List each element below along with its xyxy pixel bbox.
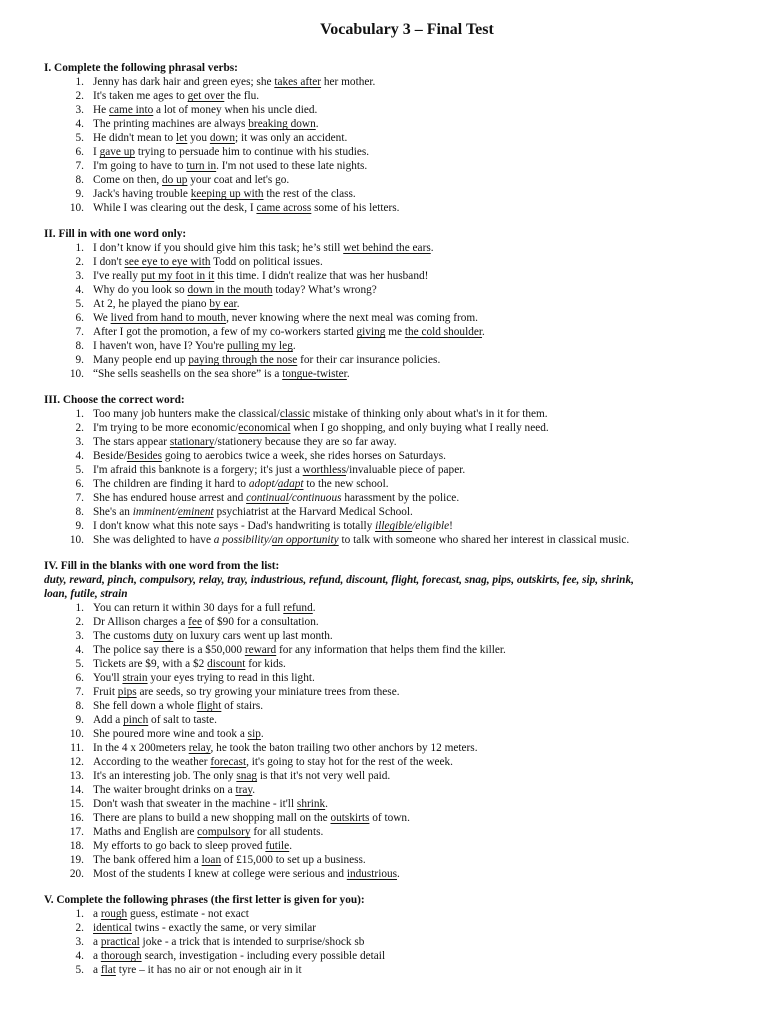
answer-text: economical	[238, 422, 291, 434]
answer-text: down in the mouth	[187, 284, 273, 296]
question-number: 7.	[75, 160, 84, 172]
question-number: 6.	[75, 478, 84, 490]
question-item	[44, 671, 744, 685]
question-text: I haven't won, have I? You're pulling my leg.	[93, 340, 296, 352]
word-list: duty, reward, pinch, compulsory, relay, tray, industrious, refund, discount, flight, forecast, snag, pips, outskirts, fee, sip, shrink,	[44, 574, 634, 586]
question-item	[44, 283, 744, 297]
answer-text: illegible	[375, 520, 413, 532]
question-text: In the 4 x 200meters relay, he took the baton trailing two other anchors by 12 meters.	[93, 742, 478, 754]
question-item	[44, 117, 744, 131]
question-text: I'm trying to be more economic/economical when I go shopping, and only buying what I really need.	[93, 422, 549, 434]
question-number: 8.	[75, 340, 84, 352]
question-text: You can return it within 30 days for a full refund.	[93, 602, 316, 614]
answer-text: came into	[109, 104, 154, 116]
question-item	[44, 421, 744, 435]
question-text: I'm going to have to turn in. I'm not used to these late nights.	[93, 160, 368, 172]
question-item	[44, 949, 744, 963]
question-list	[44, 241, 744, 381]
question-number: 19.	[69, 854, 84, 866]
question-number: 13.	[69, 770, 84, 782]
option-text: imminent/	[132, 506, 178, 518]
question-number: 8.	[75, 506, 84, 518]
section-4	[44, 559, 744, 881]
question-text: According to the weather forecast, it's going to stay hot for the rest of the week.	[93, 756, 453, 768]
question-text: Beside/Besides going to aerobics twice a week, she rides horses on Saturdays.	[93, 450, 446, 462]
question-item	[44, 643, 744, 657]
section-5	[44, 893, 744, 977]
question-list	[44, 601, 744, 881]
question-item	[44, 769, 744, 783]
question-number: 2.	[75, 422, 84, 434]
question-item	[44, 491, 744, 505]
section-heading: II. Fill in with one word only:	[44, 228, 187, 240]
question-item	[44, 339, 744, 353]
question-text: She's an imminent/eminent psychiatrist at the Harvard Medical School.	[93, 506, 413, 518]
question-number: 7.	[75, 686, 84, 698]
question-number: 2.	[75, 256, 84, 268]
question-text: You'll strain your eyes trying to read in this light.	[93, 672, 315, 684]
question-number: 2.	[75, 90, 84, 102]
answer-text: tray	[235, 784, 253, 796]
question-text: a practical joke - a trick that is intended to surprise/shock sb	[93, 936, 365, 948]
answer-text: by ear	[209, 298, 237, 310]
question-text: Jack's having trouble keeping up with the rest of the class.	[93, 188, 356, 200]
answer-text: relay	[188, 742, 211, 754]
question-item	[44, 75, 744, 89]
question-text: The police say there is a $50,000 reward for any information that helps them find the killer.	[93, 644, 506, 656]
answer-text: refund	[283, 602, 313, 614]
sections-container	[44, 61, 744, 977]
answer-text: sip	[247, 728, 261, 740]
answer-text: see eye to eye with	[124, 256, 211, 268]
section-3	[44, 393, 744, 547]
question-number: 7.	[75, 492, 84, 504]
question-number: 10.	[69, 534, 84, 546]
question-item	[44, 505, 744, 519]
question-number: 10.	[69, 728, 84, 740]
answer-text: put my foot in it	[140, 270, 215, 282]
answer-text: strain	[122, 672, 148, 684]
question-item	[44, 173, 744, 187]
question-number: 3.	[75, 936, 84, 948]
question-number: 5.	[75, 464, 84, 476]
answer-text: takes after	[274, 76, 322, 88]
question-number: 9.	[75, 188, 84, 200]
page-title: Vocabulary 3 – Final Test	[320, 21, 494, 38]
answer-text: pips	[117, 686, 137, 698]
option-text: /continuous	[288, 492, 342, 504]
answer-text: fee	[188, 616, 202, 628]
question-number: 10.	[69, 202, 84, 214]
question-text: He came into a lot of money when his uncle died.	[93, 104, 318, 116]
question-number: 2.	[75, 616, 84, 628]
section-1	[44, 61, 744, 215]
answer-text: lived from hand to mouth	[110, 312, 227, 324]
question-text: I've really put my foot in it this time. I didn't realize that was her husband!	[93, 270, 429, 282]
answer-text: wet behind the ears	[343, 242, 431, 254]
question-text: After I got the promotion, a few of my co-workers started giving me the cold shoulder.	[93, 326, 485, 338]
question-item	[44, 921, 744, 935]
question-number: 5.	[75, 132, 84, 144]
question-number: 11.	[70, 742, 84, 754]
question-item	[44, 783, 744, 797]
answer-text: get over	[187, 90, 225, 102]
question-text: At 2, he played the piano by ear.	[93, 298, 240, 310]
answer-text: worthless	[302, 464, 346, 476]
question-text: Dr Allison charges a fee of $90 for a consultation.	[93, 616, 319, 628]
question-text: Add a pinch of salt to taste.	[93, 714, 217, 726]
question-item	[44, 463, 744, 477]
question-item	[44, 255, 744, 269]
answer-text: down	[209, 132, 235, 144]
question-text: I don't see eye to eye with Todd on political issues.	[93, 256, 323, 268]
question-number: 8.	[75, 700, 84, 712]
question-item	[44, 825, 744, 839]
question-number: 1.	[75, 408, 84, 420]
answer-text: paying through the nose	[188, 354, 298, 366]
question-text: I don't know what this note says - Dad's handwriting is totally illegible/eligible!	[93, 520, 453, 532]
question-text: It's an interesting job. The only snag is that it's not very well paid.	[93, 770, 391, 782]
answer-text: do up	[162, 174, 188, 186]
question-number: 15.	[69, 798, 84, 810]
question-text: I'm afraid this banknote is a forgery; it's just a worthless/invaluable piece of paper.	[93, 464, 466, 476]
answer-text: thorough	[100, 950, 142, 962]
question-number: 18.	[69, 840, 84, 852]
question-item	[44, 449, 744, 463]
section-heading: III. Choose the correct word:	[44, 394, 185, 406]
question-item	[44, 477, 744, 491]
answer-text: snag	[236, 770, 258, 782]
answer-text: giving	[356, 326, 386, 338]
question-number: 9.	[75, 520, 84, 532]
question-item	[44, 353, 744, 367]
question-number: 7.	[75, 326, 84, 338]
question-item	[44, 519, 744, 533]
answer-text: industrious	[346, 868, 398, 880]
question-number: 9.	[75, 714, 84, 726]
answer-text: shrink	[296, 798, 326, 810]
section-heading: IV. Fill in the blanks with one word from the list:	[44, 560, 280, 572]
question-item	[44, 201, 744, 215]
question-text: a flat tyre – it has no air or not enough air in it	[93, 964, 302, 976]
answer-text: continual	[246, 492, 289, 504]
question-text: It's taken me ages to get over the flu.	[93, 90, 260, 102]
option-text: adopt/	[248, 478, 278, 490]
answer-text: duty	[153, 630, 174, 642]
question-item	[44, 629, 744, 643]
question-number: 1.	[75, 602, 84, 614]
question-item	[44, 131, 744, 145]
question-number: 10.	[69, 368, 84, 380]
answer-text: came across	[256, 202, 312, 214]
question-item	[44, 407, 744, 421]
word-list: loan, futile, strain	[44, 588, 128, 600]
question-text: Many people end up paying through the nose for their car insurance policies.	[93, 354, 441, 366]
question-number: 20.	[69, 868, 84, 880]
question-item	[44, 367, 744, 381]
question-item	[44, 853, 744, 867]
question-item	[44, 963, 744, 977]
question-item	[44, 145, 744, 159]
question-item	[44, 811, 744, 825]
question-text: “She sells seashells on the sea shore” is a tongue-twister.	[93, 368, 350, 380]
question-number: 3.	[75, 630, 84, 642]
answer-text: tongue-twister	[282, 368, 347, 380]
answer-text: compulsory	[197, 826, 251, 838]
answer-text: identical	[93, 922, 132, 934]
answer-text: let	[175, 132, 188, 144]
question-item	[44, 325, 744, 339]
question-item	[44, 839, 744, 853]
answer-text: eminent	[177, 506, 214, 518]
question-item	[44, 435, 744, 449]
question-item	[44, 755, 744, 769]
question-text: Most of the students I knew at college were serious and industrious.	[93, 868, 400, 880]
answer-text: flight	[196, 700, 222, 712]
answer-text: loan	[201, 854, 222, 866]
question-number: 1.	[75, 242, 84, 254]
question-number: 3.	[75, 104, 84, 116]
question-text: Tickets are $9, with a $2 discount for kids.	[93, 658, 286, 670]
question-item	[44, 297, 744, 311]
question-text: She has endured house arrest and continual/continuous harassment by the police.	[93, 492, 460, 504]
question-text: She was delighted to have a possibility/an opportunity to talk with someone who shared her interest in classical music.	[93, 534, 630, 546]
question-number: 6.	[75, 146, 84, 158]
question-text: He didn't mean to let you down; it was only an accident.	[93, 132, 348, 144]
question-number: 4.	[75, 450, 84, 462]
question-number: 1.	[75, 908, 84, 920]
question-number: 4.	[75, 644, 84, 656]
question-number: 12.	[69, 756, 84, 768]
answer-text: pulling my leg	[226, 340, 293, 352]
question-item	[44, 713, 744, 727]
question-item	[44, 867, 744, 881]
answer-text: gave up	[99, 146, 136, 158]
question-number: 5.	[75, 964, 84, 976]
answer-text: keeping up with	[190, 188, 264, 200]
question-number: 2.	[75, 922, 84, 934]
question-text: The printing machines are always breaking down.	[93, 118, 319, 130]
question-text: I gave up trying to persuade him to continue with his studies.	[93, 146, 370, 158]
question-number: 9.	[75, 354, 84, 366]
question-item	[44, 797, 744, 811]
question-number: 5.	[75, 298, 84, 310]
question-number: 3.	[75, 436, 84, 448]
question-number: 1.	[75, 76, 84, 88]
question-text: We lived from hand to mouth, never knowing where the next meal was coming from.	[93, 312, 478, 324]
question-text: The waiter brought drinks on a tray.	[93, 784, 256, 796]
question-text: Come on then, do up your coat and let's go.	[93, 174, 290, 186]
question-text: a rough guess, estimate - not exact	[93, 908, 249, 920]
question-text: identical twins - exactly the same, or very similar	[93, 922, 317, 934]
question-number: 4.	[75, 284, 84, 296]
question-item	[44, 187, 744, 201]
question-item	[44, 241, 744, 255]
answer-text: an opportunity	[271, 534, 339, 546]
question-text: Why do you look so down in the mouth today? What’s wrong?	[93, 284, 377, 296]
question-list	[44, 75, 744, 215]
test-page	[44, 20, 744, 989]
question-number: 6.	[75, 672, 84, 684]
question-number: 4.	[75, 950, 84, 962]
question-number: 16.	[69, 812, 84, 824]
question-item	[44, 615, 744, 629]
answer-text: rough	[100, 908, 128, 920]
question-number: 14.	[69, 784, 84, 796]
question-item	[44, 159, 744, 173]
question-text: She fell down a whole flight of stairs.	[93, 700, 264, 712]
question-item	[44, 269, 744, 283]
section-2	[44, 227, 744, 381]
question-text: There are plans to build a new shopping mall on the outskirts of town.	[93, 812, 410, 824]
question-item	[44, 601, 744, 615]
section-heading: V. Complete the following phrases (the first letter is given for you):	[44, 894, 365, 906]
question-item	[44, 533, 744, 547]
section-heading: I. Complete the following phrasal verbs:	[44, 62, 238, 74]
question-item	[44, 657, 744, 671]
question-number: 4.	[75, 118, 84, 130]
question-number: 17.	[69, 826, 84, 838]
question-text: Don't wash that sweater in the machine - it'll shrink.	[93, 798, 328, 810]
answer-text: outskirts	[330, 812, 370, 824]
question-text: My efforts to go back to sleep proved futile.	[93, 840, 293, 852]
answer-text: pinch	[123, 714, 149, 726]
answer-text: Besides	[126, 450, 163, 462]
answer-text: forecast	[210, 756, 247, 768]
option-text: a possibility/	[213, 534, 272, 546]
question-item	[44, 907, 744, 921]
question-text: Too many job hunters make the classical/classic mistake of thinking only about what's in it for them.	[93, 408, 548, 420]
answer-text: adapt	[277, 478, 304, 490]
question-list	[44, 407, 744, 547]
answer-text: futile	[265, 840, 290, 852]
question-text: Maths and English are compulsory for all students.	[93, 826, 324, 838]
question-number: 6.	[75, 312, 84, 324]
question-item	[44, 311, 744, 325]
question-text: The stars appear stationary/stationery because they are so far away.	[93, 436, 397, 448]
answer-text: reward	[244, 644, 277, 656]
question-item	[44, 741, 744, 755]
question-text: Fruit pips are seeds, so try growing your miniature trees from these.	[93, 686, 400, 698]
answer-text: practical	[100, 936, 140, 948]
question-item	[44, 89, 744, 103]
question-text: Jenny has dark hair and green eyes; she takes after her mother.	[93, 76, 376, 88]
question-number: 3.	[75, 270, 84, 282]
question-item	[44, 103, 744, 117]
question-list	[44, 907, 744, 977]
question-text: While I was clearing out the desk, I came across some of his letters.	[93, 202, 400, 214]
answer-text: classic	[279, 408, 310, 420]
question-item	[44, 935, 744, 949]
answer-text: stationary	[169, 436, 215, 448]
answer-text: turn in	[186, 160, 217, 172]
answer-text: breaking down	[248, 118, 316, 130]
answer-text: flat	[100, 964, 116, 976]
question-text: The children are finding it hard to adopt/adapt to the new school.	[93, 478, 389, 490]
option-text: /eligible	[412, 520, 450, 532]
answer-text: the cold shoulder	[404, 326, 483, 338]
question-text: a thorough search, investigation - including every possible detail	[93, 950, 386, 962]
question-item	[44, 727, 744, 741]
question-item	[44, 699, 744, 713]
answer-text: discount	[207, 658, 246, 670]
question-text: The bank offered him a loan of £15,000 to set up a business.	[93, 854, 366, 866]
question-text: She poured more wine and took a sip.	[93, 728, 264, 740]
question-number: 8.	[75, 174, 84, 186]
question-item	[44, 685, 744, 699]
question-text: The customs duty on luxury cars went up last month.	[93, 630, 333, 642]
question-number: 5.	[75, 658, 84, 670]
question-text: I don’t know if you should give him this task; he’s still wet behind the ears.	[93, 242, 434, 254]
